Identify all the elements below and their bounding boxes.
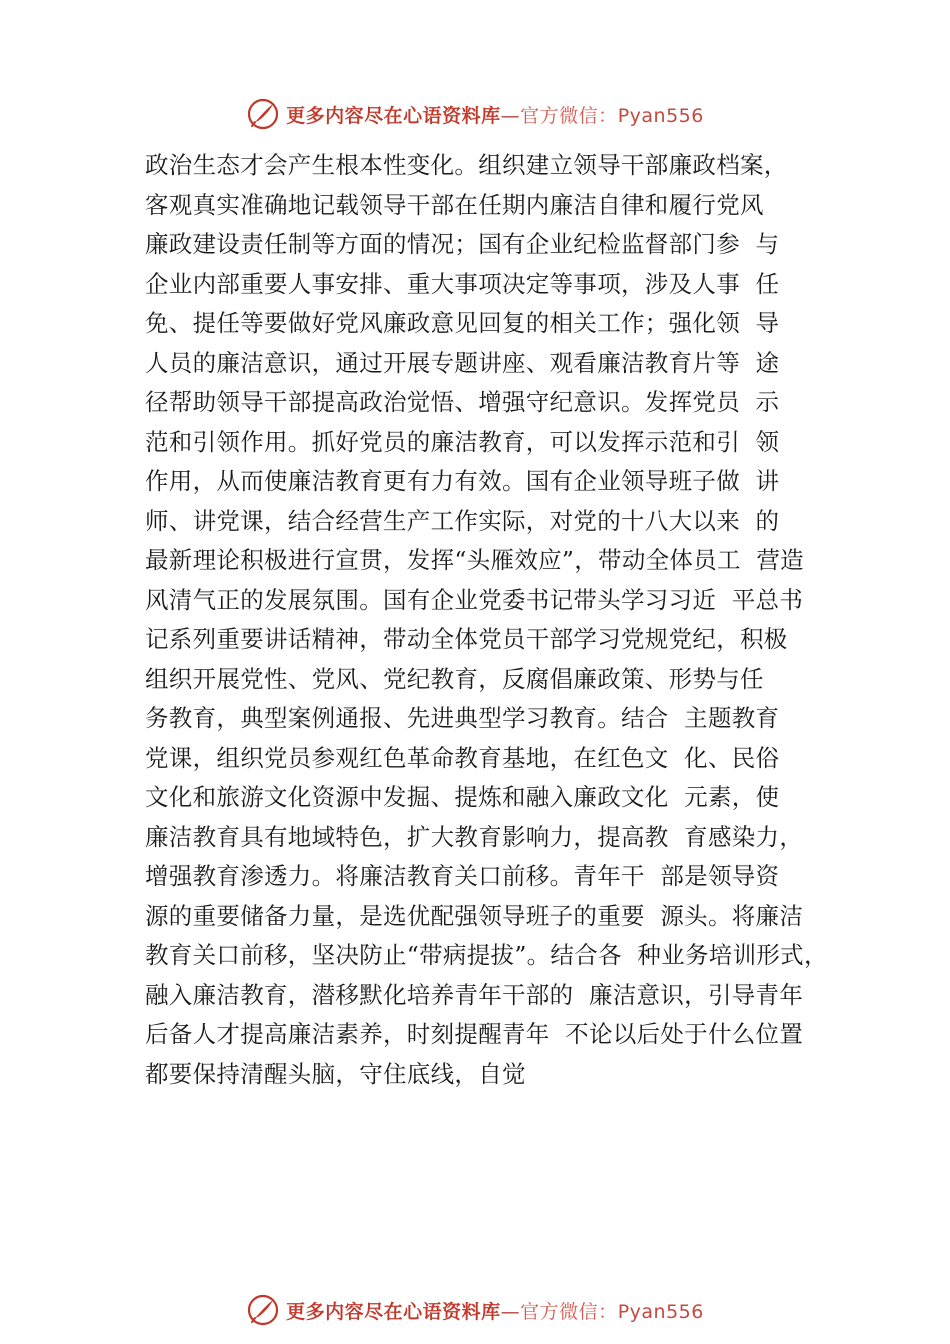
banner-text <box>286 1297 704 1324</box>
text-line: 源的重要储备力量，是选优配强领导班子的重要 源头。将廉洁 <box>145 901 804 930</box>
banner-site-name: 更多内容尽在心语资料库 <box>286 104 501 127</box>
header-banner <box>0 94 950 134</box>
quill-pen-logo-icon <box>246 97 280 131</box>
text-line: 后备人才提高廉洁素养，时刻提醒青年 不论以后处于什么位置 <box>145 1020 804 1048</box>
quill-pen-logo-icon <box>246 1293 280 1327</box>
text-line: 融入廉洁教育，潜移默化培养青年干部的 廉洁意识，引导青年 <box>145 980 804 1009</box>
text-line: 作用，从而使廉洁教育更有力有效。国有企业领导班子做 讲 <box>145 467 780 495</box>
banner-text <box>286 101 704 128</box>
text-line: 径帮助领导干部提高政治觉悟、增强守纪意识。发挥党员 示 <box>145 388 780 416</box>
text-line: 党课，组织党员参观红色革命教育基地，在红色文 化、民俗 <box>145 743 780 772</box>
text-line: 务教育，典型案例通报、先进典型学习教育。结合 主题教育 <box>145 704 780 732</box>
banner-site-name: 更多内容尽在心语资料库 <box>286 1300 501 1323</box>
text-line: 客观真实准确地记载领导干部在任期内廉洁自律和履行党风 <box>145 190 764 219</box>
text-line: 教育关口前移，坚决防止“带病提拔”。结合各 种业务培训形式， <box>145 941 828 969</box>
footer-banner <box>0 1290 950 1330</box>
text-line: 最新理论积极进行宣贯，发挥“头雁效应”，带动全体员工 营造 <box>145 546 804 574</box>
banner-wechat-id: Pyan556 <box>617 104 704 127</box>
text-line: 增强教育渗透力。将廉洁教育关口前移。青年干 部是领导资 <box>145 862 780 890</box>
text-line: 组织开展党性、党风、党纪教育，反腐倡廉政策、形势与任 <box>145 664 764 693</box>
banner-wechat-id: Pyan556 <box>617 1300 704 1323</box>
text-line: 师、讲党课，结合经营生产工作实际，对党的十八大以来 的 <box>145 506 780 535</box>
text-line: 人员的廉洁意识，通过开展专题讲座、观看廉洁教育片等 途 <box>145 348 780 377</box>
text-line: 企业内部重要人事安排、重大事项决定等事项，涉及人事 任 <box>145 269 780 298</box>
banner-wechat-label: 官方微信： <box>520 104 618 127</box>
text-line: 免、提任等要做好党风廉政意见回复的相关工作；强化领 导 <box>145 309 780 337</box>
text-line: 政治生态才会产生根本性变化。组织建立领导干部廉政档案， <box>145 151 788 179</box>
banner-wechat-label: 官方微信： <box>520 1300 618 1323</box>
text-line: 廉洁教育具有地域特色，扩大教育影响力，提高教 育感染力， <box>145 822 804 851</box>
text-line: 文化和旅游文化资源中发掘、提炼和融入廉政文化 元素，使 <box>145 783 780 811</box>
banner-dash: — <box>500 104 521 127</box>
text-line: 范和引领作用。抓好党员的廉洁教育，可以发挥示范和引 领 <box>145 427 780 456</box>
banner-dash: — <box>500 1300 521 1323</box>
text-line: 都要保持清醒头脑，守住底线，自觉 <box>145 1059 526 1088</box>
text-line: 风清气正的发展氛围。国有企业党委书记带头学习习近 平总书 <box>145 585 804 614</box>
text-line: 记系列重要讲话精神，带动全体党员干部学习党规党纪，积极 <box>145 625 788 653</box>
document-body <box>145 146 845 1094</box>
text-line: 廉政建设责任制等方面的情况；国有企业纪检监督部门参 与 <box>145 230 780 258</box>
